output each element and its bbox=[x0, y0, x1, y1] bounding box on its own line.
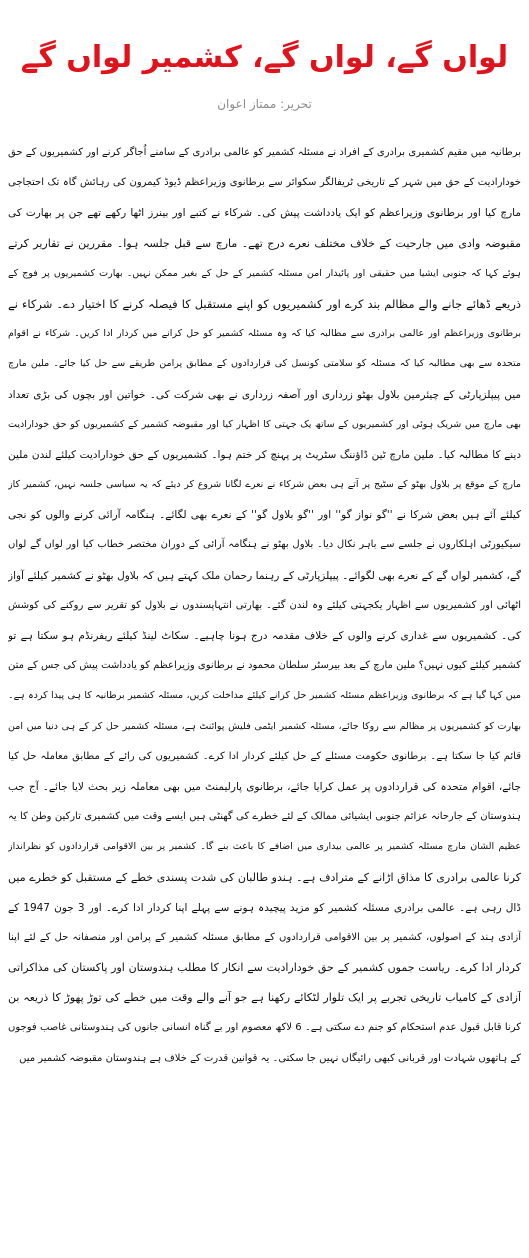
article-line: ڈال رہی ہے۔ عالمی برادری مسئلہ کشمیر کو مزید پیچیدہ ہونے سے پہلے اپنا کردار ادا کرے۔ اور 3 جون 1947 کے bbox=[8, 901, 521, 914]
article-line: بھی مارچ میں شریک ہوئی اور کشمیریوں کے ساتھ یک جہتی کا اظہار کیا اور مقبوضہ کشمیر کے کشمیریوں کو حق خودارادیت bbox=[8, 418, 521, 430]
article-line: کشمیر کیلئے کیوں نہیں؟ ملین مارچ کے بعد بیرسٹر سلطان محمود نے برطانوی وزیراعظم کو یادداشت پیش کی جس کے متن bbox=[8, 660, 521, 672]
headline: لواں گے، لواں گے، کشمیر لواں گے bbox=[20, 40, 509, 75]
article-line: سیکیورٹی اہلکاروں نے جلسے سے باہر نکال دیا۔ بلاول بھٹو نے ہنگامہ آرائی کے دوران مختصر خطاب کیا اور لواں گے لواں bbox=[8, 539, 521, 551]
article-line: ہوئے کہا کہ جنوبی ایشیا میں حقیقی اور پائیدار امن مسئلہ کشمیر کے حل کے بغیر ممکن نہیں۔ بھارت کشمیریوں پر فوج کے bbox=[8, 267, 521, 279]
article-line: کردار ادا کرے۔ ریاست جموں کشمیر کے حق خودارادیت سے انکار کا مطلب ہندوستان اور پاکستان کی مذاکراتی bbox=[8, 961, 521, 975]
article-line: دینے کا مطالبہ کیا۔ ملین مارچ ٹین ڈاؤننگ سٹریٹ پر پہنچ کر ختم ہوا۔ کشمیریوں کے حق خودارادیت کیلئے لندن ملین bbox=[8, 448, 521, 461]
article-line: ذریعے ڈھائے جانے والے مظالم بند کرے اور کشمیریوں کو اپنے مستقبل کا فیصلہ کرنے کا اختیار دے۔ شرکاء نے bbox=[8, 296, 521, 311]
article-line: کی۔ کشمیریوں سے غداری کرنے والوں کے خلاف مقدمہ درج ہونا چاہیے۔ سکاٹ لینڈ کیلئے ریفرنڈم ہو سکتا ہے تو bbox=[8, 630, 521, 642]
article-line: خودارادیت کے حق میں شہر کے تاریخی ٹریفالگر سکوائر سے برطانوی وزیراعظم ڈیوڈ کیمرون کی رہائش گاہ تک احتجاجی bbox=[8, 177, 521, 189]
article-line: بھارت کو کشمیریوں پر مظالم سے روکا جائے، مسئلہ کشمیر ایٹمی فلیش پوائنٹ ہے، مسئلہ کشمیر حل کر کے ہی دنیا میں امن bbox=[8, 720, 521, 732]
article-line: میں پیپلزپارٹی کے چیئرمین بلاول بھٹو زرداری اور آصفہ زرداری نے بھی شرکت کی۔ خواتین اور بچوں کی بڑی تعداد bbox=[8, 388, 521, 401]
article-line: مارچ کیا اور برطانوی وزیراعظم کو ایک یادداشت پیش کی۔ شرکاء نے کتبے اور بینرز اٹھا رکھے تھے جن پر بھارت کی bbox=[8, 207, 521, 220]
article-line: قائم کیا جا سکتا ہے۔ برطانوی حکومت مسئلے کے حل کیلئے کردار ادا کرے۔ کشمیریوں کی رائے کے مطابق معاملہ حل کیا bbox=[8, 750, 521, 762]
article-line: کے ہاتھوں شہادت اور قربانی کبھی رائیگاں نہیں جا سکتی۔ یہ قوانین قدرت کے خلاف ہے ہندوستان مقبوضہ کشمیر میں bbox=[19, 1052, 521, 1064]
article-line: مقبوضہ وادی میں جارحیت کے خلاف مختلف نعرے درج تھے۔ مارچ سے قبل جلسہ ہوا۔ مقررین نے تقاریر کرتے bbox=[8, 236, 521, 250]
article-line: آزادی ہند کے اصولوں، کشمیر پر بین الاقوامی قراردادوں کے مطابق مسئلہ کشمیر کے پرامن اور منصفانہ حل کے لئے اپنا bbox=[8, 931, 521, 943]
article-line: کیلئے آئے ہیں بعض شرکا نے ''گو نواز گو'' اور ''گو بلاول گو'' کے نعرے بھی لگائے۔ ہنگامہ آرائی کرنے والوں کو نجی bbox=[8, 509, 521, 522]
article-body bbox=[8, 138, 521, 1074]
article-line: کرنا عالمی برادری کا مذاق اڑانے کے مترادف ہے۔ ہندو طالبان کی شدت پسندی خطے کے مستقبل کو خطرے میں bbox=[8, 870, 521, 884]
article-line: میں کہا گیا ہے کہ برطانوی وزیراعظم مسئلہ کشمیر حل کرانے کیلئے مداخلت کریں، مسئلہ کشمیر برطانیہ کا ہی پیدا کردہ ہے۔ bbox=[8, 690, 521, 702]
byline: تحریر: ممتاز اعوان bbox=[217, 97, 312, 111]
article-line: اٹھائی اور کشمیریوں سے اظہار یکجہتی کیلئے وہ لندن گئے۔ بھارتی انتہاپسندوں نے بلاول کو تقریر سے روکنے کی کوشش bbox=[8, 599, 521, 611]
article-line: متحدہ سے بھی مطالبہ کیا کہ مسئلہ کو سلامتی کونسل کی قراردادوں کے مطابق پرامن طریقے سے حل کیا جائے۔ ملین مارچ bbox=[8, 358, 521, 370]
article-line: آزادی کے کامیاب تاریخی تجربے پر ایک تلوار لٹکائے رکھنا ہے جو آنے والے وقت میں خطے کی توڑ پھوڑ کا ذریعہ بن bbox=[8, 991, 521, 1005]
article-line: جائے، اقوام متحدہ کی قراردادوں پر عمل کرایا جائے، برطانوی پارلیمنٹ میں بھی معاملہ زیر بحث لایا جائے۔ آج جب bbox=[8, 780, 521, 793]
article-line: ہندوستان کے جارحانہ عزائم جنوبی ایشیائی ممالک کے لئے خطرے کی گھنٹی ہیں ایسے وقت میں کشمیری تارکین وطن کا یہ bbox=[8, 811, 521, 823]
article-line: برطانیہ میں مقیم کشمیری برادری کے افراد نے مسئلہ کشمیر کو عالمی برادری کے سامنے اُجاگر کرنے اور کشمیریوں کے حق bbox=[8, 147, 521, 158]
article-line: برطانوی وزیراعظم اور عالمی برادری سے مطالبہ کیا کہ وہ مسئلہ کشمیر کو حل کرانے میں کردار ادا کریں۔ شرکاء نے اقوام bbox=[8, 328, 521, 340]
article-line: کرنا قابل قبول عدم استحکام کو جنم دے سکتی ہے۔ 6 لاکھ معصوم اور بے گناہ انسانی جانوں کی ہندوستانی غاصب فوجوں bbox=[8, 1022, 521, 1034]
article-line: عظیم الشان مارچ مسئلہ کشمیر پر عالمی بیداری میں اضافے کا باعث بنے گا۔ کشمیر پر بین الاقوامی قراردادوں کو نظرانداز bbox=[8, 841, 521, 853]
article-line: مارچ کے موقع پر بلاول بھٹو کے سٹیج پر آتے ہی بعض شرکاء نے نعرے لگانا شروع کر دیئے کہ یہ سیاسی جلسہ نہیں، کشمیر کاز bbox=[8, 479, 521, 491]
article-line: گے، کشمیر لواں گے کے نعرے بھی لگوائے۔ پیپلزپارٹی کے رہنما رحمان ملک کہتے ہیں کہ بلاول بھٹو نے کشمیر کیلئے آواز bbox=[8, 569, 521, 582]
